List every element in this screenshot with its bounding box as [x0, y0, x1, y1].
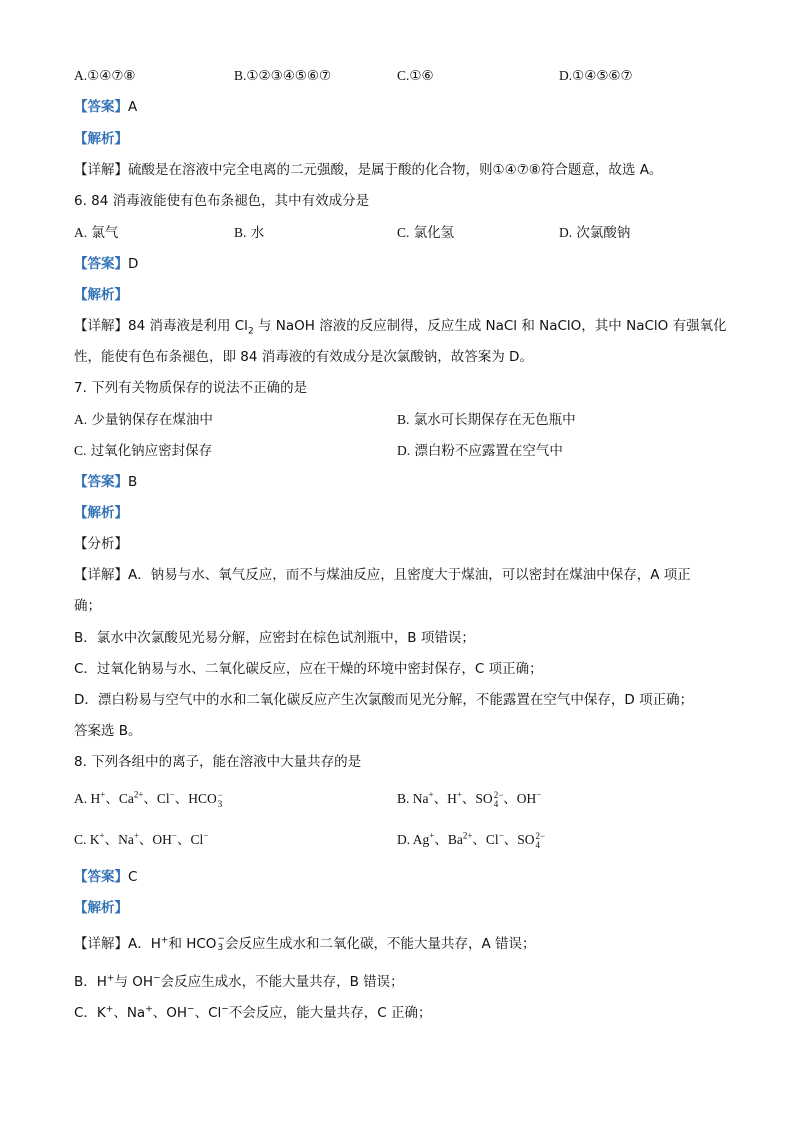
q7-stem: 7. 下列有关物质保存的说法不正确的是	[74, 380, 308, 396]
option-label: D.	[397, 443, 411, 458]
option-text: 漂白粉不应露置在空气中	[414, 443, 563, 459]
detail-text: 不会反应，能大量共存，C 正确；	[228, 1005, 432, 1021]
ion: H	[90, 791, 101, 806]
answer-tag: 【答案】	[74, 474, 128, 490]
detail-text: 会反应生成水和二氧化碳，不能大量共存，A 错误；	[224, 936, 536, 952]
option-label: A.	[74, 225, 88, 240]
detail-tag: 【详解】	[74, 936, 128, 952]
option-text: ①④⑦⑧	[87, 68, 136, 84]
separator: 、	[503, 832, 518, 847]
separator: 、	[174, 791, 189, 806]
detail-tag: 【详解】	[74, 162, 128, 178]
option-text: 过氧化钠应密封保存	[90, 443, 213, 459]
detail-text: 、Cl	[194, 1005, 222, 1021]
option-label: C.	[397, 68, 410, 83]
subscript: 4	[493, 798, 499, 809]
option-label: B.	[397, 791, 410, 806]
charge: +	[160, 935, 169, 946]
charge: +	[145, 1004, 153, 1015]
charge: +	[456, 789, 462, 800]
separator: 、	[104, 832, 119, 847]
q6-stem: 6. 84 消毒液能使有色布条褪色，其中有效成分是	[74, 193, 370, 209]
q7-detail-line-3: B．氯水中次氯酸见光易分解，应密封在棕色试剂瓶中，B 项错误；	[74, 630, 475, 646]
detail-text: C．K	[74, 1005, 106, 1021]
ion: Na	[412, 791, 429, 806]
ion: Na	[118, 832, 134, 847]
answer-tag: 【答案】	[74, 256, 128, 272]
detail-text: 与 NaOH 溶液的反应制得，反应生成 NaCl 和 NaClO，其中 NaClO 有强氧化	[253, 318, 727, 334]
option-text: 氯水可长期保存在无色瓶中	[413, 412, 576, 428]
q7-option-d	[397, 441, 563, 461]
charge: 2−	[535, 830, 546, 841]
q7-option-a	[74, 410, 213, 430]
charge: 2+	[462, 830, 473, 841]
charge: −	[153, 973, 161, 984]
option-text: ①⑥	[409, 68, 434, 84]
charge: −	[169, 789, 175, 800]
separator: 、	[434, 832, 448, 847]
detail-tag: 【详解】	[74, 318, 128, 334]
charge: −	[217, 934, 225, 944]
option-label: A.	[74, 791, 88, 806]
answer-value: C	[128, 869, 138, 885]
option-text: 氯气	[91, 225, 119, 241]
charge: 2+	[133, 789, 144, 800]
ion: Cl	[156, 791, 170, 806]
subscript: 3	[217, 798, 223, 809]
option-label: C.	[397, 225, 410, 240]
charge: −	[217, 789, 223, 800]
option-label: D.	[559, 68, 573, 83]
q6-detail-line-1	[74, 316, 727, 336]
subscript: 2	[247, 326, 254, 337]
q7-option-c	[74, 441, 212, 461]
ion: OH	[516, 791, 537, 806]
separator: 、	[461, 791, 476, 806]
option-label: D.	[397, 832, 411, 847]
option-text: ①④⑤⑥⑦	[572, 68, 633, 84]
option-text: 次氯酸钠	[576, 225, 631, 241]
answer-value: D	[128, 256, 139, 272]
charge: −	[221, 1004, 229, 1015]
option-label: B.	[397, 412, 410, 427]
sub-sup-stack	[218, 791, 223, 809]
detail-text: 84 消毒液是利用 Cl	[128, 318, 248, 334]
detail-text: 会反应生成水，不能大量共存，B 错误；	[160, 974, 404, 990]
detail-text: 、OH	[152, 1005, 188, 1021]
detail-text: 、Na	[113, 1005, 146, 1021]
q5-option-b	[234, 66, 331, 86]
answer-tag: 【答案】	[74, 869, 128, 885]
detail-text: 硫酸是在溶液中完全电离的二元强酸，是属于酸的化合物，则①④⑦⑧符合题意，故选 A。	[128, 162, 663, 178]
detail-text: B．H	[74, 974, 107, 990]
answer-value: B	[128, 474, 138, 490]
q8-option-a	[74, 789, 223, 809]
charge: −	[498, 830, 504, 841]
separator: 、	[138, 832, 153, 847]
option-text: 水	[250, 225, 265, 241]
q7-option-b	[397, 410, 576, 430]
q8-stem: 8. 下列各组中的离子，能在溶液中大量共存的是	[74, 754, 362, 770]
charge: +	[100, 789, 106, 800]
ion: Cl	[190, 832, 204, 847]
charge: +	[428, 789, 434, 800]
detail-tag: 【详解】	[74, 567, 128, 583]
ion: SO	[475, 791, 493, 806]
q5-option-c	[397, 66, 434, 86]
q8-option-d	[397, 830, 545, 850]
option-text: ①②③④⑤⑥⑦	[246, 68, 332, 84]
ion: Ca	[118, 791, 134, 806]
detail-text: A．H	[128, 936, 161, 952]
answer-value: A	[128, 99, 138, 115]
charge: −	[536, 789, 542, 800]
option-label: B.	[234, 68, 247, 83]
detail-text: A．钠易与水、氧气反应，而不与煤油反应，且密度大于煤油，可以密封在煤油中保存，A 项正	[128, 567, 691, 583]
separator: 、	[472, 832, 486, 847]
sub-sup-stack	[494, 791, 504, 809]
separator: 、	[143, 791, 157, 806]
option-label: A.	[74, 412, 88, 427]
charge: +	[105, 1004, 114, 1015]
q6-option-c	[397, 223, 454, 243]
sub-sup-stack	[536, 832, 546, 850]
q8-answer	[74, 867, 137, 887]
analysis-tag: 【解析】	[74, 505, 128, 521]
q7-answer	[74, 472, 137, 492]
q6-option-b	[234, 223, 264, 243]
option-label: A.	[74, 68, 88, 83]
q7-detail-line-2: 确；	[74, 598, 101, 614]
q5-detail	[74, 160, 662, 180]
detail-text: 和 HCO	[168, 936, 217, 952]
sub-sup-stack	[217, 935, 225, 953]
q8-detail-b	[74, 972, 404, 992]
q8-analysis-heading	[74, 898, 128, 918]
q8-option-b	[397, 789, 541, 809]
charge: +	[99, 830, 105, 841]
q5-analysis-heading	[74, 129, 128, 149]
q8-detail-a	[74, 934, 536, 954]
option-label: D.	[559, 225, 573, 240]
separator: 、	[503, 791, 517, 806]
q5-option-a	[74, 66, 136, 86]
q6-option-a	[74, 223, 118, 243]
option-text: 少量钠保存在煤油中	[91, 412, 213, 428]
charge: +	[133, 830, 139, 841]
option-label: C.	[74, 832, 87, 847]
q7-detail-line-1	[74, 565, 691, 585]
option-text: 氯化氢	[413, 225, 455, 241]
q6-option-d	[559, 223, 630, 243]
ion: Ba	[447, 832, 463, 847]
q7-detail-line-4: C．过氧化钠易与水、二氧化碳反应，应在干燥的环境中密封保存，C 项正确；	[74, 661, 543, 677]
answer-tag: 【答案】	[74, 99, 128, 115]
analysis-tag: 【解析】	[74, 900, 128, 916]
charge: −	[171, 830, 177, 841]
q6-analysis-heading	[74, 285, 128, 305]
ion: Ag	[412, 832, 430, 847]
q6-answer	[74, 254, 138, 274]
charge: −	[203, 830, 209, 841]
q8-option-c	[74, 830, 208, 850]
q7-detail-line-5: D．漂白粉易与空气中的水和二氧化碳反应产生次氯酸而见光分解，不能露置在空气中保存，D 项正确；	[74, 692, 694, 708]
ion: K	[89, 832, 100, 847]
ion: SO	[517, 832, 535, 847]
charge: 2−	[493, 789, 504, 800]
ion: Cl	[485, 832, 499, 847]
q7-detail-line-6: 答案选 B。	[74, 723, 142, 739]
option-label: B.	[234, 225, 247, 240]
q8-detail-c	[74, 1003, 432, 1023]
separator: 、	[433, 791, 448, 806]
analysis-tag: 【解析】	[74, 287, 128, 303]
subscript: 4	[535, 839, 541, 850]
q5-option-d	[559, 66, 633, 86]
ion: HCO	[188, 791, 217, 806]
q5-answer	[74, 97, 137, 117]
q7-analysis-heading	[74, 503, 128, 523]
q6-detail-line-2: 性，能使有色布条褪色，即 84 消毒液的有效成分是次氯酸钠，故答案为 D。	[74, 349, 533, 365]
detail-text: 与 OH	[114, 974, 154, 990]
q7-fenxi-heading: 【分析】	[74, 536, 128, 552]
charge: +	[106, 973, 115, 984]
subscript: 3	[217, 943, 224, 953]
charge: +	[429, 830, 435, 841]
charge: −	[187, 1004, 195, 1015]
ion: OH	[152, 832, 172, 847]
separator: 、	[177, 832, 191, 847]
analysis-tag: 【解析】	[74, 131, 128, 147]
option-label: C.	[74, 443, 87, 458]
ion: H	[447, 791, 457, 806]
separator: 、	[105, 791, 119, 806]
